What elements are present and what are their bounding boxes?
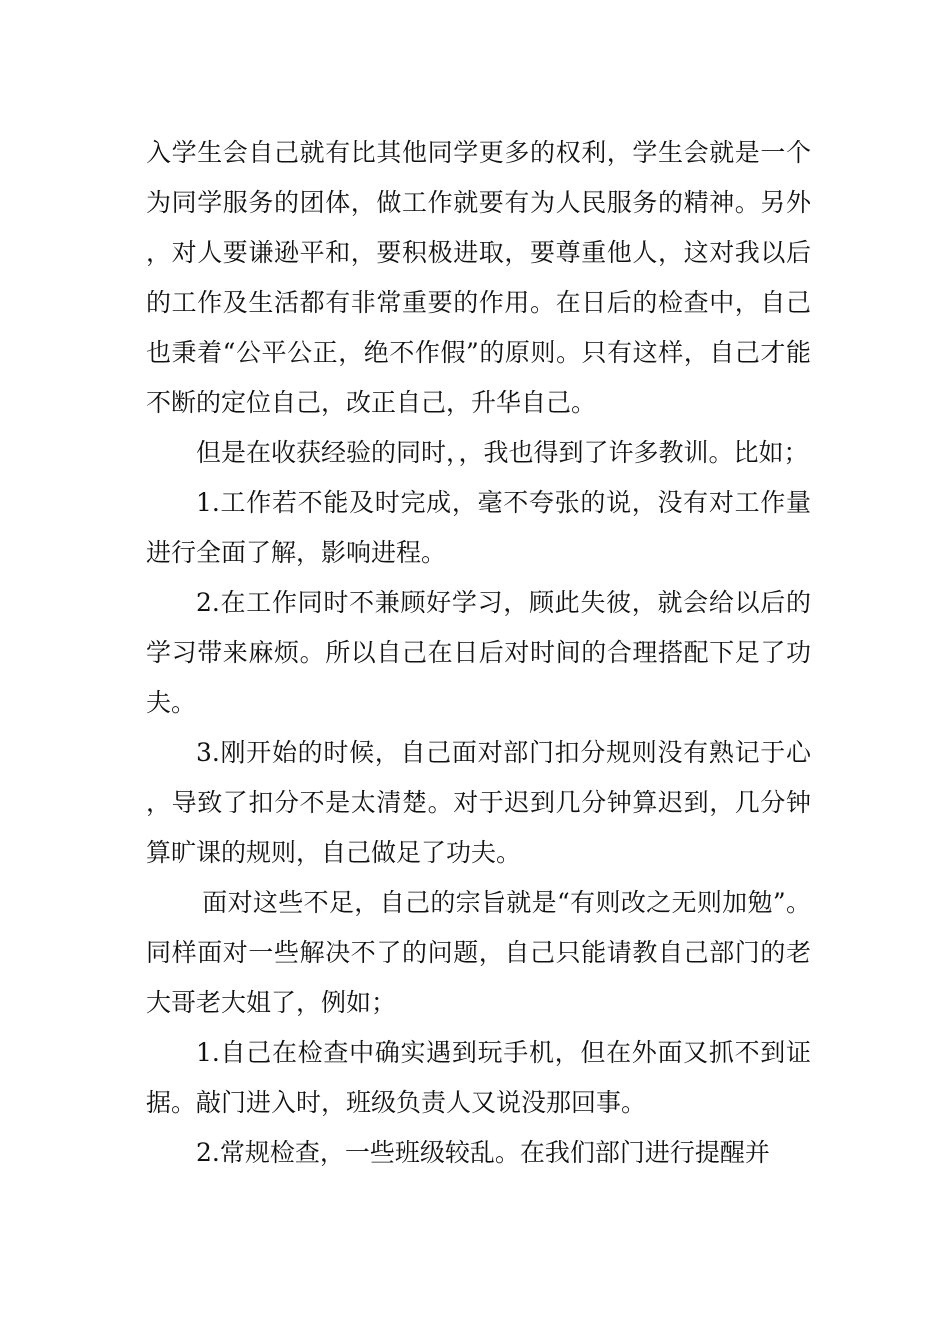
paragraph-lessons-intro: 但是在收获经验的同时，，我也得到了许多教训。比如； — [196, 438, 809, 467]
list-item-example-2: 2.常规检查，一些班级较乱。在我们部门进行提醒并 — [196, 1138, 770, 1167]
document-body — [146, 128, 811, 1178]
paragraph-shortcomings: 面对这些不足，自己的宗旨就是“有则改之无则加勉”。同样面对一些解决不了的问题，自己只能请教自己部门的老大哥老大姐了，例如； — [146, 888, 811, 1017]
list-item-lesson-1: 1.工作若不能及时完成，毫不夸张的说，没有对工作量进行全面了解，影响进程。 — [146, 488, 811, 567]
list-item-lesson-3: 3.刚开始的时候，自己面对部门扣分规则没有熟记于心，导致了扣分不是太清楚。对于迟到几分钟算迟到，几分钟算旷课的规则，自己做足了功夫。 — [146, 738, 811, 867]
list-item-lesson-2: 2.在工作同时不兼顾好学习，顾此失彼，就会给以后的学习带来麻烦。所以自己在日后对时间的合理搭配下足了功夫。 — [146, 588, 811, 717]
list-item-example-1: 1.自己在检查中确实遇到玩手机，但在外面又抓不到证据。敲门进入时，班级负责人又说没那回事。 — [146, 1038, 811, 1117]
paragraph-continuation: 入学生会自己就有比其他同学更多的权利，学生会就是一个为同学服务的团体，做工作就要有为人民服务的精神。另外，对人要谦逊平和，要积极进取，要尊重他人，这对我以后的工作及生活都有非常重要的作用。在日后的检查中，自己也秉着“公平公正，绝不作假”的原则。只有这样，自己才能不断的定位自己，改正自己，升华自己。 — [146, 138, 811, 417]
